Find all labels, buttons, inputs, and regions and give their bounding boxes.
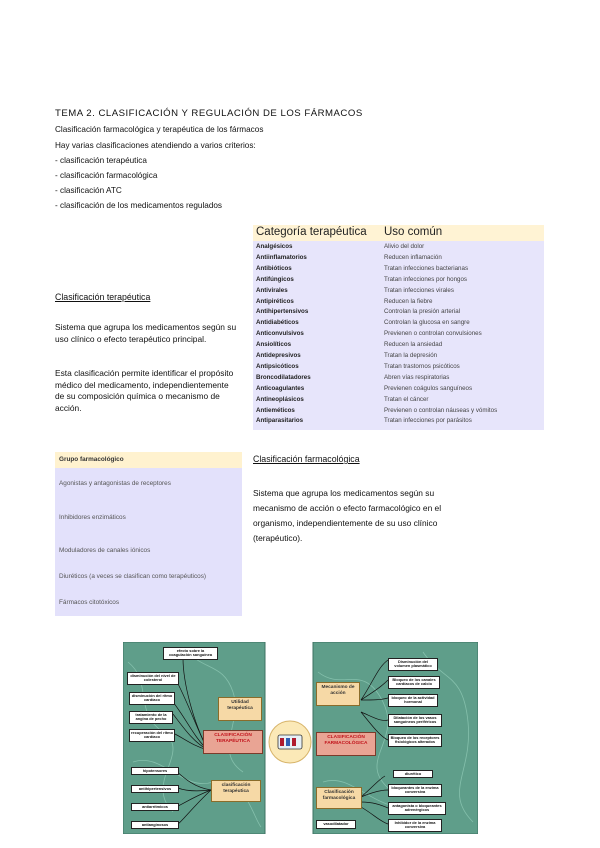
use-cell: Reducen la ansiedad [384, 341, 443, 349]
list-item: Moduladores de canales iónicos [59, 547, 151, 554]
mindmap-box: disminución del nivel de colesterol [127, 672, 179, 685]
category-cell: Antidiabéticos [256, 319, 299, 327]
therapeutic-center-node: CLASIFICACIÓN TERAPÉUTICA [203, 730, 263, 754]
table-row [253, 298, 544, 309]
page-subtitle: Clasificación farmacológica y terapéutica de los fármacos [55, 125, 264, 134]
table-row [253, 308, 544, 319]
use-cell: Tratan infecciones por hongos [384, 275, 468, 283]
therapeutic-heading: Clasificación terapéutica [55, 292, 151, 302]
pharmacological-para: Sistema que agrupa los medicamentos según su mecanismo de acción o efecto farmacológico en el organismo, independientemente de su uso clínico (terapéutico). [253, 488, 442, 543]
mindmap-box: Bloqueo de los receptores fisiológicos alterados [388, 734, 442, 747]
category-cell: Antivirales [256, 286, 288, 294]
classification-mindmap [123, 642, 478, 834]
category-cell: Antipsicóticos [256, 362, 299, 370]
category-cell: Anticonvulsivos [256, 330, 304, 338]
category-cell: Antineoplásicos [256, 395, 304, 403]
table-row [253, 363, 544, 374]
table-header [55, 452, 242, 468]
use-cell: Previenen o controlan convulsiones [384, 330, 482, 338]
mindmap-box: antagonista o bloqueantes adrenérgicos [388, 802, 446, 815]
mindmap-box: tratamiento de la angina de pecho [129, 711, 173, 724]
criteria-item: - clasificación de los medicamentos regulados [55, 201, 223, 210]
table-row [253, 243, 544, 254]
use-cell: Reducen inflamación [384, 253, 442, 261]
use-cell: Reducen la fiebre [384, 297, 433, 305]
list-item: Fármacos citotóxicos [59, 599, 120, 606]
table-row [253, 265, 544, 276]
mindmap-box: hipotensores [131, 767, 179, 775]
mechanism-node: Mecanismo de acción [316, 682, 360, 706]
category-cell: Ansiolíticos [256, 341, 292, 349]
table-row [253, 330, 544, 341]
mindmap-box: Dilatación de los vasos sanguíneos periféricos [388, 714, 442, 727]
mindmap-box: efecto sobre la coagulación sanguínea [163, 647, 218, 660]
class-node: clasificación terapéutica [211, 780, 261, 802]
criteria-item: - clasificación ATC [55, 186, 122, 195]
column-header-use: Uso común [384, 226, 443, 238]
therapeutic-para1: Sistema que agrupa los medicamentos según su uso clínico o efecto terapéutico principal. [55, 322, 237, 344]
category-cell: Antieméticos [256, 406, 295, 414]
mindmap-box: disminución del ritmo cardíaco [129, 692, 175, 705]
pharmacological-heading: Clasificación farmacológica [253, 454, 360, 464]
mindmap-box: antihipertensivos [131, 785, 179, 793]
column-header-group: Grupo farmacológico [59, 456, 124, 463]
table-row [253, 417, 544, 428]
category-cell: Antidepresivos [256, 352, 301, 359]
use-cell: Alivio del dolor [384, 243, 425, 250]
table-row [253, 407, 544, 418]
utility-node: Utilidad terapéutica [218, 697, 262, 721]
list-item: Agonistas y antagonistas de receptores [59, 480, 171, 487]
table-row [253, 276, 544, 287]
intro-text: Hay varias clasificaciones atendiendo a varios criterios: [55, 141, 256, 150]
use-cell: Previenen coágulos sanguíneos [384, 384, 473, 392]
table-row [253, 341, 544, 352]
table-header [253, 225, 544, 241]
page-title: TEMA 2. CLASIFICACIÓN Y REGULACIÓN DE LOS FÁRMACOS [55, 108, 363, 119]
table-row [253, 396, 544, 407]
use-cell: Previenen o controlan náuseas y vómitos [384, 406, 498, 414]
use-cell: Tratan infecciones por parásitos [384, 417, 472, 425]
table-row [253, 374, 544, 385]
use-cell: Controlan la presión arterial [384, 308, 461, 316]
table-row [253, 287, 544, 298]
criteria-item: - clasificación farmacológica [55, 171, 158, 180]
medicine-icon [268, 720, 312, 764]
class-node: Clasificación farmacológica [316, 787, 362, 809]
category-cell: Broncodilatadores [256, 373, 311, 381]
use-cell: Tratan trastornos psicóticos [384, 362, 460, 370]
category-cell: Antihipertensivos [256, 308, 309, 316]
mindmap-box: antiarrítmicos [131, 803, 179, 811]
mindmap-box: vasodilatador [316, 820, 356, 829]
table-row [253, 254, 544, 265]
mindmap-box: bloqueo de la actividad hormonal [388, 694, 438, 707]
pharmacological-table [55, 452, 242, 616]
mindmap-box: Bloqueo de los canales cardíacos de calcio [388, 676, 440, 689]
use-cell: Tratan infecciones virales [384, 286, 454, 294]
mindmap-box: antianginosos [131, 821, 179, 829]
table-row [253, 319, 544, 330]
category-cell: Antiparasitarios [256, 417, 304, 425]
category-cell: Antifúngicos [256, 275, 294, 283]
list-item: Inhibidores enzimáticos [59, 514, 126, 521]
category-cell: Analgésicos [256, 243, 293, 250]
list-item: Diuréticos (a veces se clasifican como terapéuticos) [59, 573, 207, 580]
mindmap-box: diurético [393, 770, 433, 778]
table-row [253, 385, 544, 396]
pharmacological-center-node: CLASIFICACIÓN FARMACOLÓGICA [316, 732, 376, 756]
therapeutic-para2: Esta clasificación permite identificar el propósito médico del medicamento, independientemente de su composición química o mecanismo de acción. [55, 368, 234, 413]
use-cell: Controlan la glucosa en sangre [384, 319, 470, 327]
category-cell: Antipiréticos [256, 297, 294, 305]
category-cell: Anticoagulantes [256, 384, 305, 392]
mindmap-box: recuperación del ritmo cardíaco [129, 729, 175, 742]
therapeutic-table [253, 225, 544, 430]
column-header-category: Categoría terapéutica [256, 226, 367, 238]
mindmap-box: bloqueantes de la enzima conversiva [388, 784, 442, 797]
mindmap-box: Disminución del volumen plasmático [388, 658, 438, 671]
mindmap-box: Inhibidor de la enzima conversiva [388, 819, 442, 832]
use-cell: Abren vías respiratorias [384, 373, 450, 381]
category-cell: Antibióticos [256, 264, 292, 272]
table-row [253, 352, 544, 363]
use-cell: Tratan la depresión [384, 352, 438, 359]
use-cell: Tratan infecciones bacterianas [384, 264, 469, 272]
category-cell: Antiinflamatorios [256, 253, 307, 261]
use-cell: Tratan el cáncer [384, 395, 429, 403]
criteria-item: - clasificación terapéutica [55, 156, 147, 165]
